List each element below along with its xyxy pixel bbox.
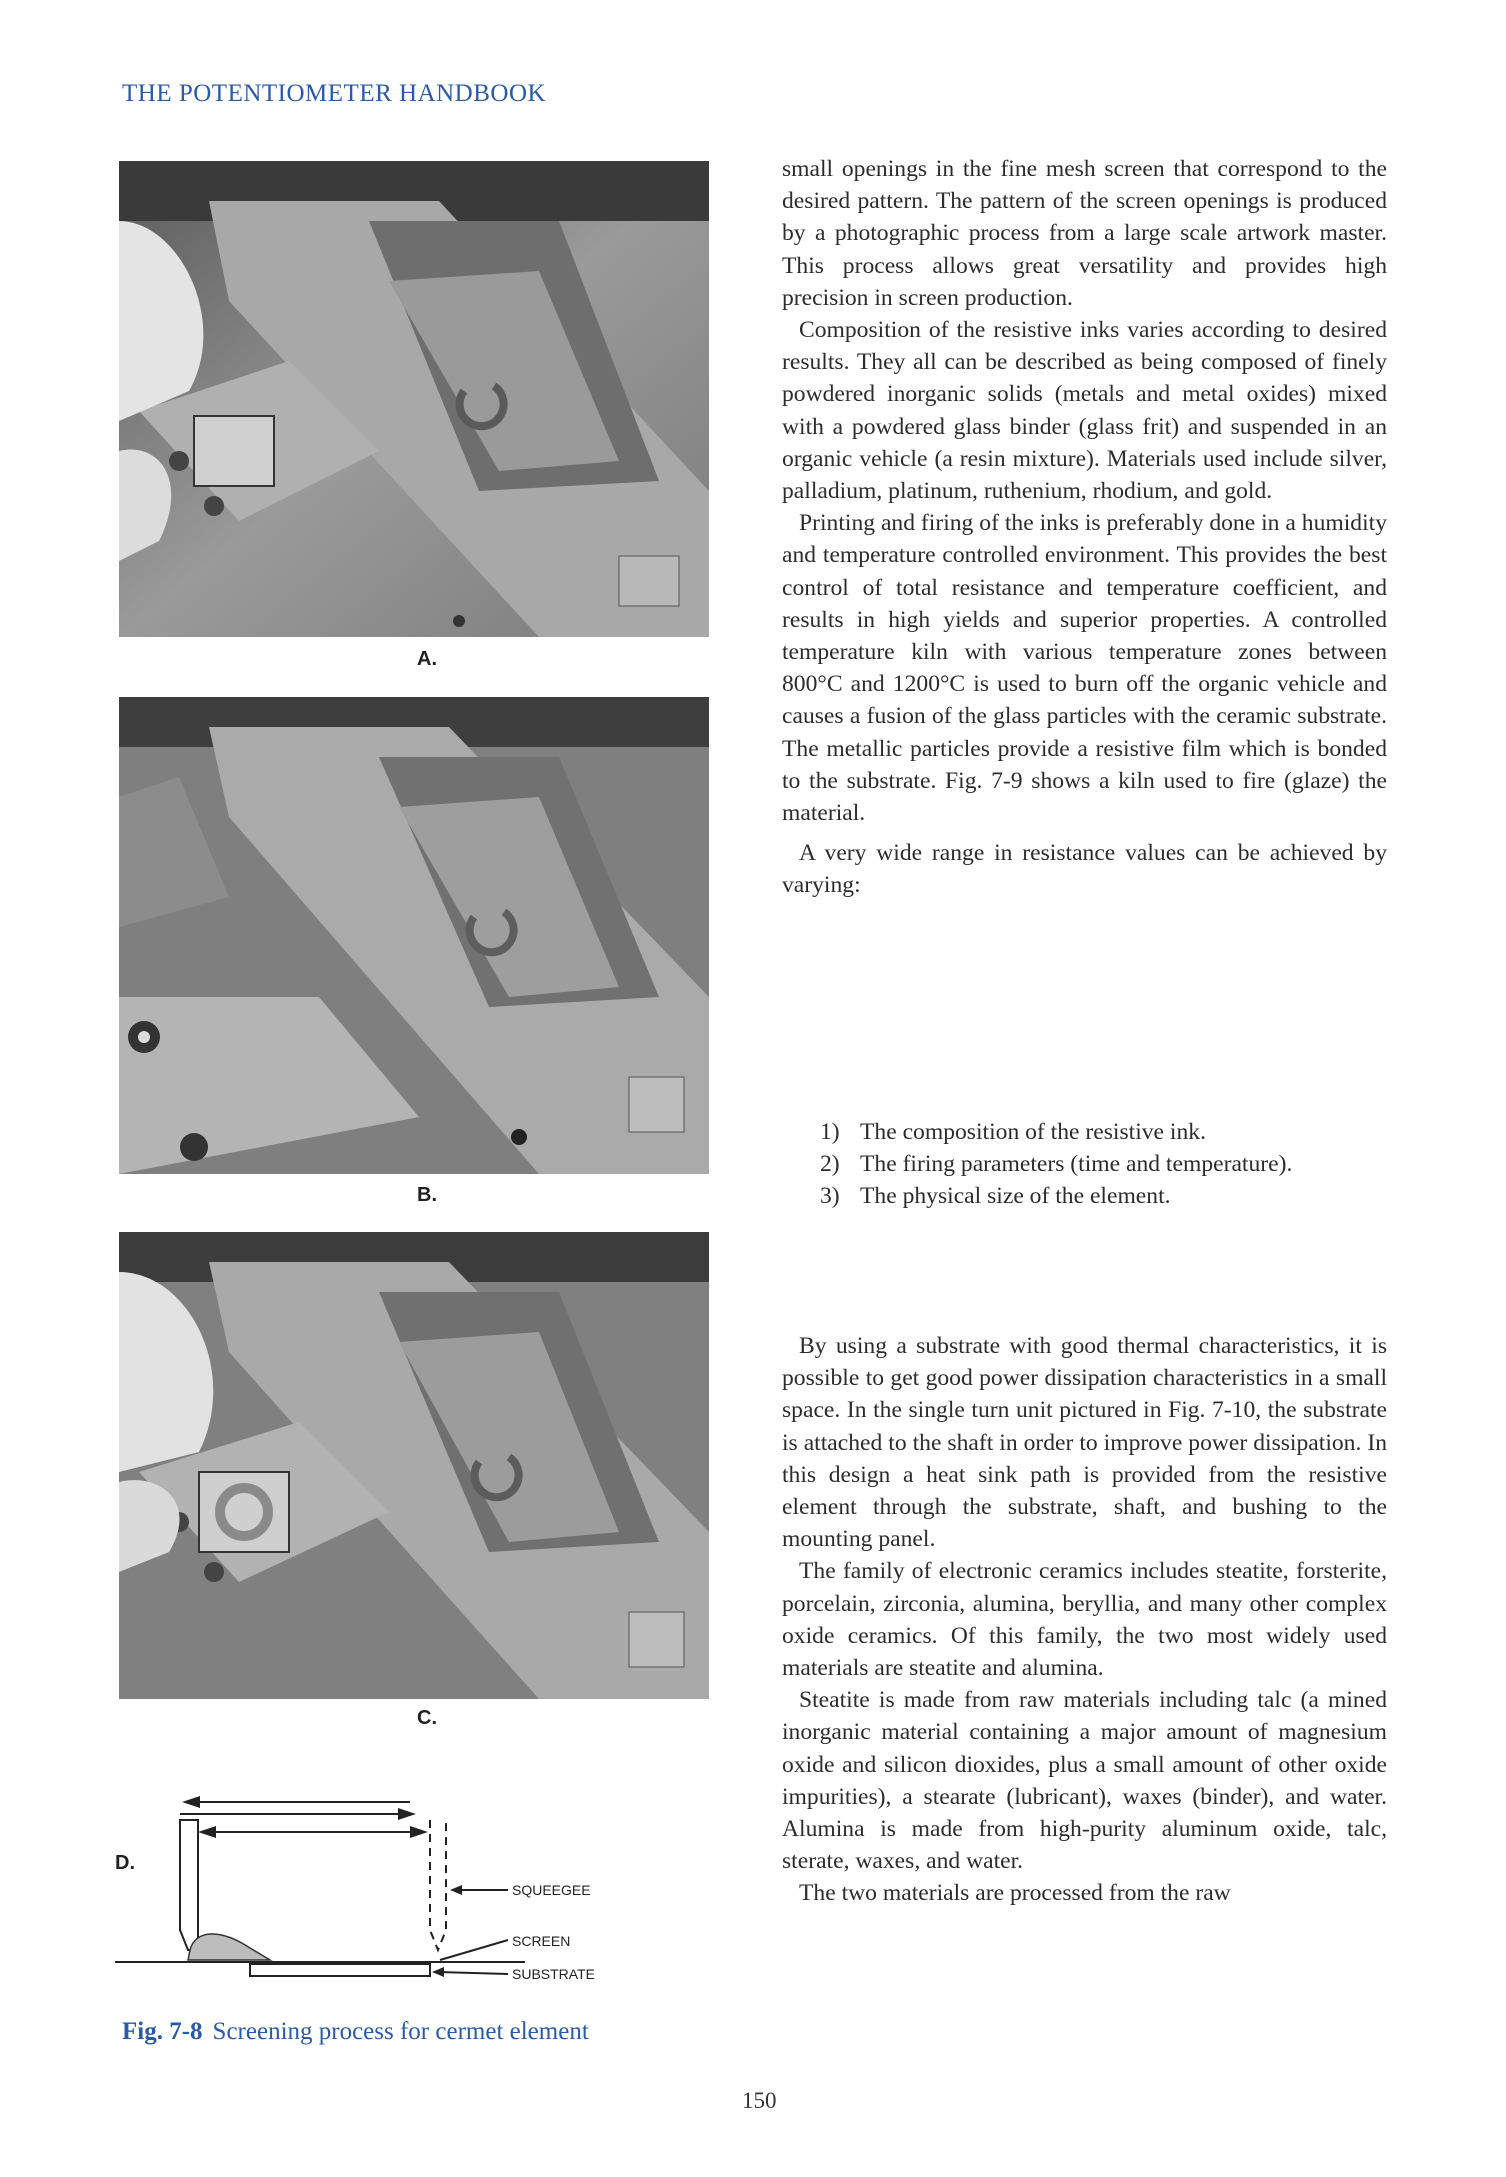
photo-panel-b — [119, 697, 709, 1174]
panel-label-c: C. — [417, 1707, 437, 1729]
list-number: 3) — [820, 1182, 840, 1209]
body-column-top — [782, 153, 1387, 902]
list-text: The physical size of the element. — [860, 1182, 1171, 1209]
list-item — [820, 1181, 1380, 1213]
panel-label-b: B. — [417, 1184, 437, 1206]
panel-label-a: A. — [417, 648, 437, 670]
screening-diagram — [110, 1790, 670, 2000]
list-item — [820, 1117, 1380, 1149]
variation-list — [820, 1117, 1380, 1212]
paragraph: small openings in the fine mesh screen that correspond to the desired pattern. The pattern of the screen openings is produced by a photographic process from a large scale artwork master. This process allows great versatility and provides high precision in screen production. — [782, 156, 1387, 311]
list-number: 1) — [820, 1119, 840, 1145]
photo-panel-c — [119, 1232, 709, 1699]
figure-caption — [122, 2018, 589, 2046]
figure-number: Fig. 7-8 — [122, 2018, 203, 2045]
body-column-bottom — [782, 1330, 1387, 1910]
list-text: The composition of the resistive ink. — [860, 1119, 1206, 1145]
label-screen: SCREEN — [512, 1933, 571, 1949]
paragraph: A very wide range in resistance values can be achieved by varying: — [782, 840, 1387, 899]
paragraph: The family of electronic ceramics includes steatite, forsterite, porcelain, zirconia, alumina, beryllia, and many other complex oxide ceramics. Of this family, the two most widely used materials are steatite and alumina. — [782, 1558, 1387, 1682]
paragraph: Composition of the resistive inks varies according to desired results. They all can be described as being composed of finely powdered inorganic solids (metals and metal oxides) mixed with a powdered glass binder (glass frit) and suspended in an organic vehicle (a resin mixture). Materials used include silver, palladium, platinum, ruthenium, rhodium, and gold. — [782, 317, 1387, 505]
label-substrate: SUBSTRATE — [512, 1966, 595, 1982]
list-text: The firing parameters (time and temperature). — [860, 1150, 1293, 1177]
figure-caption-text: Screening process for cermet element — [212, 2018, 589, 2045]
panel-label-d: D. — [115, 1852, 135, 1874]
label-squeegee: SQUEEGEE — [512, 1882, 591, 1898]
paragraph: Printing and firing of the inks is preferably done in a humidity and temperature controlled environment. This provides the best control of total resistance and temperature coefficient, and results in high yields and superior properties. A controlled temperature kiln with various temperature zones between 800°C and 1200°C is used to burn off the organic vehicle and causes a fusion of the glass particles with the ceramic substrate. The metallic particles provide a resistive film which is bonded to the substrate. Fig. 7-9 shows a kiln used to fire (glaze) the material. — [782, 510, 1387, 827]
photo-panel-a — [119, 161, 709, 637]
paragraph: The two materials are processed from the raw — [799, 1880, 1231, 1907]
list-number: 2) — [820, 1150, 840, 1177]
paragraph: By using a substrate with good thermal characteristics, it is possible to get good power dissipation characteristics in a small space. In the single turn unit pictured in Fig. 7-10, the substrate is attached to the shaft in order to improve power dissipation. In this design a heat sink path is provided from the resistive element through the substrate, shaft, and bushing to the mounting panel. — [782, 1333, 1387, 1553]
paragraph: Steatite is made from raw materials including talc (a mined inorganic material containing a major amount of magnesium oxide and silicon dioxides, plus a small amount of other oxide impurities), a stearate (lubricant), waxes (binder), and water. Alumina is made from high-purity aluminum oxide, talc, sterate, waxes, and water. — [782, 1687, 1387, 1875]
list-item — [820, 1149, 1380, 1181]
running-head: THE POTENTIOMETER HANDBOOK — [122, 80, 547, 107]
page-number: 150 — [742, 2088, 777, 2113]
